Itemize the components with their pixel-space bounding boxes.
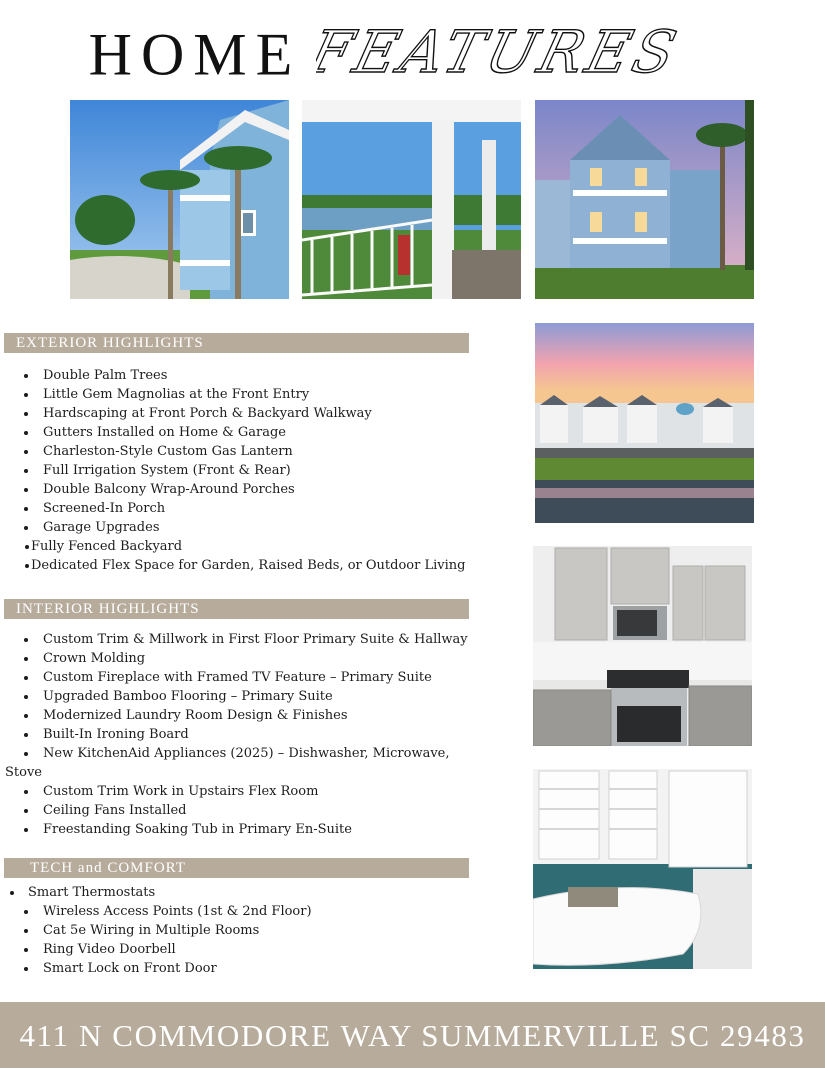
photo-bathroom-tub <box>533 769 752 969</box>
footer-bar <box>0 1002 825 1068</box>
bullet-icon <box>24 948 28 952</box>
photo-kitchen <box>533 546 752 746</box>
bullet-icon <box>24 431 28 435</box>
bullet-icon <box>24 714 28 718</box>
bullet-icon <box>24 638 28 642</box>
photo-sunset-pond <box>535 323 754 523</box>
list-item: Wireless Access Points (1st & 2nd Floor) <box>4 902 524 921</box>
interior-list <box>4 630 524 839</box>
exterior-highlights-heading <box>4 333 469 353</box>
list-item: Gutters Installed on Home & Garage <box>4 423 524 442</box>
list-item: Modernized Laundry Room Design & Finishes <box>4 706 524 725</box>
bullet-icon <box>24 450 28 454</box>
exterior-heading-text: EXTERIOR HIGHLIGHTS <box>16 335 204 351</box>
bullet-icon <box>24 412 28 416</box>
list-item: Cat 5e Wiring in Multiple Rooms <box>4 921 524 940</box>
bullet-icon <box>24 695 28 699</box>
bullet-icon <box>24 374 28 378</box>
photo-porch-view <box>302 100 521 299</box>
exterior-list <box>4 366 524 575</box>
bullet-icon <box>24 929 28 933</box>
photo-front-facade <box>535 100 754 299</box>
list-item: Smart Lock on Front Door <box>4 959 524 978</box>
bullet-icon <box>24 676 28 680</box>
title-home: HOME <box>88 21 302 88</box>
bullet-icon <box>24 526 28 530</box>
list-item: Little Gem Magnolias at the Front Entry <box>4 385 524 404</box>
bullet-icon <box>10 891 14 895</box>
bullet-icon <box>24 790 28 794</box>
tech-comfort-heading <box>4 858 469 878</box>
bullet-icon <box>24 469 28 473</box>
photo-house-side <box>70 100 289 299</box>
bullet-icon <box>24 733 28 737</box>
tech-list <box>4 883 524 978</box>
list-item: Custom Fireplace with Framed TV Feature – Primary Suite <box>4 668 524 687</box>
list-item: Double Balcony Wrap-Around Porches <box>4 480 524 499</box>
list-item: Crown Molding <box>4 649 524 668</box>
bullet-icon <box>24 809 28 813</box>
bullet-icon <box>25 545 29 549</box>
list-item: Full Irrigation System (Front & Rear) <box>4 461 524 480</box>
list-item: New KitchenAid Appliances (2025) – Dishwasher, Microwave, <box>4 744 524 763</box>
bullet-icon <box>24 967 28 971</box>
property-address: 411 N COMMODORE WAY SUMMERVILLE SC 29483 <box>19 1018 806 1053</box>
list-item: Ring Video Doorbell <box>4 940 524 959</box>
list-item: Smart Thermostats <box>4 883 524 902</box>
page-title <box>0 18 825 92</box>
list-item: Built-In Ironing Board <box>4 725 524 744</box>
bullet-icon <box>24 752 28 756</box>
list-item: Custom Trim Work in Upstairs Flex Room <box>4 782 524 801</box>
list-item: Double Palm Trees <box>4 366 524 385</box>
list-item: Custom Trim & Millwork in First Floor Primary Suite & Hallway <box>4 630 524 649</box>
bullet-icon <box>24 657 28 661</box>
interior-heading-text: INTERIOR HIGHLIGHTS <box>16 601 200 617</box>
bullet-icon <box>24 488 28 492</box>
list-item: Ceiling Fans Installed <box>4 801 524 820</box>
bullet-icon <box>24 828 28 832</box>
list-item: Hardscaping at Front Porch & Backyard Walkway <box>4 404 524 423</box>
list-item: Freestanding Soaking Tub in Primary En-Suite <box>4 820 524 839</box>
interior-highlights-heading <box>4 599 469 619</box>
list-item: Garage Upgrades <box>4 518 524 537</box>
title-features-script <box>316 18 736 92</box>
list-item: Dedicated Flex Space for Garden, Raised Beds, or Outdoor Living <box>4 556 524 575</box>
title-features-text: FEATURES <box>316 18 687 86</box>
bullet-icon <box>25 564 29 568</box>
list-item: Screened-In Porch <box>4 499 524 518</box>
list-item: Fully Fenced Backyard <box>4 537 524 556</box>
list-item: Upgraded Bamboo Flooring – Primary Suite <box>4 687 524 706</box>
list-item: Charleston-Style Custom Gas Lantern <box>4 442 524 461</box>
bullet-icon <box>24 507 28 511</box>
list-item-continuation: Stove <box>5 765 42 780</box>
bullet-icon <box>24 393 28 397</box>
bullet-icon <box>24 910 28 914</box>
tech-heading-text: TECH and COMFORT <box>30 860 186 876</box>
